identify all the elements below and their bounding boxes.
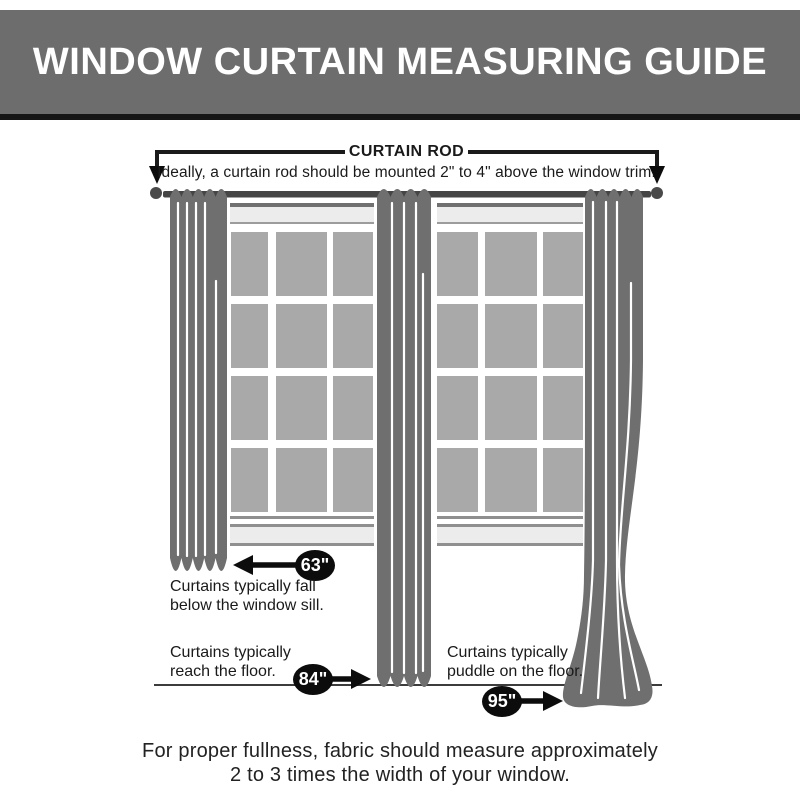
measurement-badge-63 — [295, 550, 335, 581]
note-line: puddle on the floor. — [447, 662, 584, 680]
measurement-note-84 — [170, 644, 291, 681]
measurement-note-63 — [170, 578, 324, 615]
curtain-right — [563, 189, 653, 707]
right-arrow-icon — [543, 691, 563, 711]
curtain-left — [170, 189, 227, 571]
measurement-badge-84 — [293, 664, 333, 695]
page-title: WINDOW CURTAIN MEASURING GUIDE — [32, 40, 768, 83]
measurement-value: 95" — [487, 691, 517, 711]
measurement-value: 63" — [300, 555, 330, 575]
footer-text-line1: For proper fullness, fabric should measure approximately — [142, 740, 658, 762]
measurement-value: 84" — [298, 669, 328, 689]
note-line: below the window sill. — [170, 596, 324, 614]
measurement-badge-95 — [482, 686, 522, 717]
rod-finial-left — [150, 187, 162, 199]
note-line: Curtains typically — [447, 644, 568, 661]
rod-callout-title: CURTAIN ROD — [348, 143, 465, 160]
note-line: Curtains typically — [170, 644, 291, 661]
rod-callout-description: Ideally, a curtain rod should be mounted 2" to 4" above the window trim. — [157, 164, 656, 181]
footer-text-line2: 2 to 3 times the width of your window. — [230, 764, 570, 786]
rod-finial-right — [651, 187, 663, 199]
note-line: Curtains typically fall — [170, 578, 316, 595]
left-arrow-icon — [233, 555, 253, 575]
curtain-middle — [377, 189, 431, 687]
note-line: reach the floor. — [170, 662, 276, 680]
measurement-note-95 — [447, 644, 583, 681]
